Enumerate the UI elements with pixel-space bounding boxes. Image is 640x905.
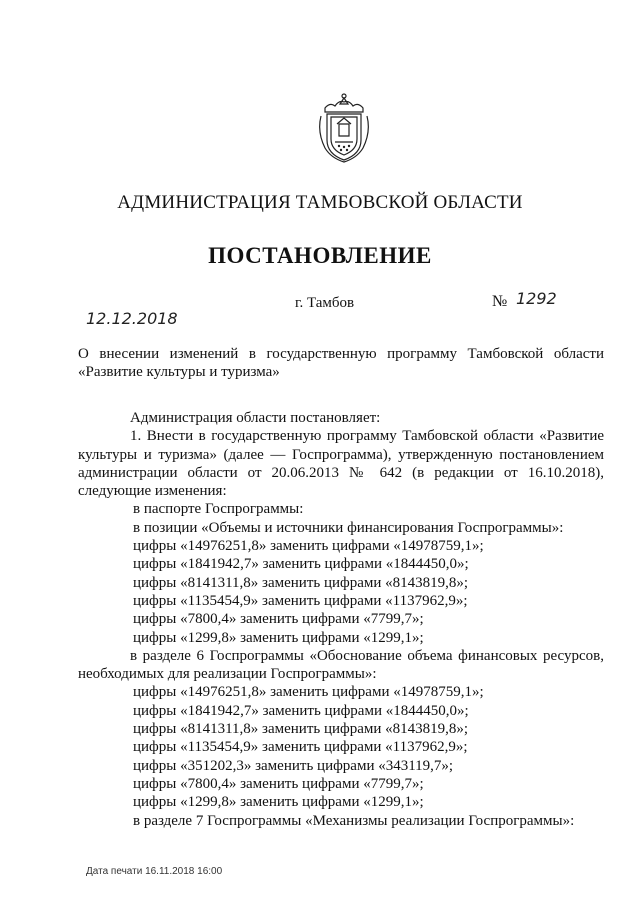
change-line: цифры «1841942,7» заменить цифрами «1844450,0»; [133,702,469,719]
print-date-footer: Дата печати 16.11.2018 16:00 [86,866,223,877]
change-line: цифры «1135454,9» заменить цифрами «1137962,9»; [133,592,468,609]
change-line: цифры «14976251,8» заменить цифрами «14978759,1»; [133,538,484,555]
change-line: цифры «1135454,9» заменить цифрами «1137962,9»; [133,739,468,756]
change-line: цифры «351202,3» заменить цифрами «343119,7»; [133,757,454,774]
document-body [78,409,604,830]
change-line: цифры «7800,4» заменить цифрами «7799,7»; [133,611,424,628]
organization-title: АДМИНИСТРАЦИЯ ТАМБОВСКОЙ ОБЛАСТИ [117,192,523,213]
change-line: цифры «8141311,8» заменить цифрами «8143819,8»; [133,721,469,738]
change-line: цифры «14976251,8» заменить цифрами «14978759,1»; [133,684,484,701]
document-subject: О внесении изменений в государственную программу Тамбовской области «Развитие культуры и туризма» [78,346,604,380]
city: г. Тамбов [295,295,355,311]
section-6-heading: в разделе 6 Госпрограммы «Обоснование объема финансовых ресурсов, необходимых для реализации Госпрограммы»: [78,647,604,683]
handwritten-date: 12.12.2018 [86,309,178,328]
coat-of-arms-emblem [313,92,375,164]
change-line: цифры «7800,4» заменить цифрами «7799,7»; [133,775,424,792]
document-type-title: ПОСТАНОВЛЕНИЕ [208,243,432,268]
intro-paragraph: Администрация области постановляет: [130,410,381,426]
item-1-paragraph: 1. Внести в государственную программу Тамбовской области «Развитие культуры и туризма» (далее — Госпрограмма), утвержденную постановлением администрации области от 20.06.2013 № 642 (в редакции от 16.10.2018), следующие изменения: [78,428,604,500]
passport-heading: в паспорте Госпрограммы: [133,501,304,518]
change-line: цифры «1841942,7» заменить цифрами «1844450,0»; [133,556,469,573]
number-label: № [492,293,508,310]
handwritten-number: 1292 [516,289,557,308]
change-line: цифры «1299,8» заменить цифрами «1299,1»; [133,629,424,646]
tambov-coat-of-arms-icon [313,92,375,164]
section-7-heading: в разделе 7 Госпрограммы «Механизмы реализации Госпрограммы»: [133,812,575,829]
change-line: цифры «1299,8» заменить цифрами «1299,1»; [133,794,424,811]
change-line: цифры «8141311,8» заменить цифрами «8143819,8»; [133,574,469,591]
passport-position: в позиции «Объемы и источники финансирования Госпрограммы»: [133,519,564,536]
